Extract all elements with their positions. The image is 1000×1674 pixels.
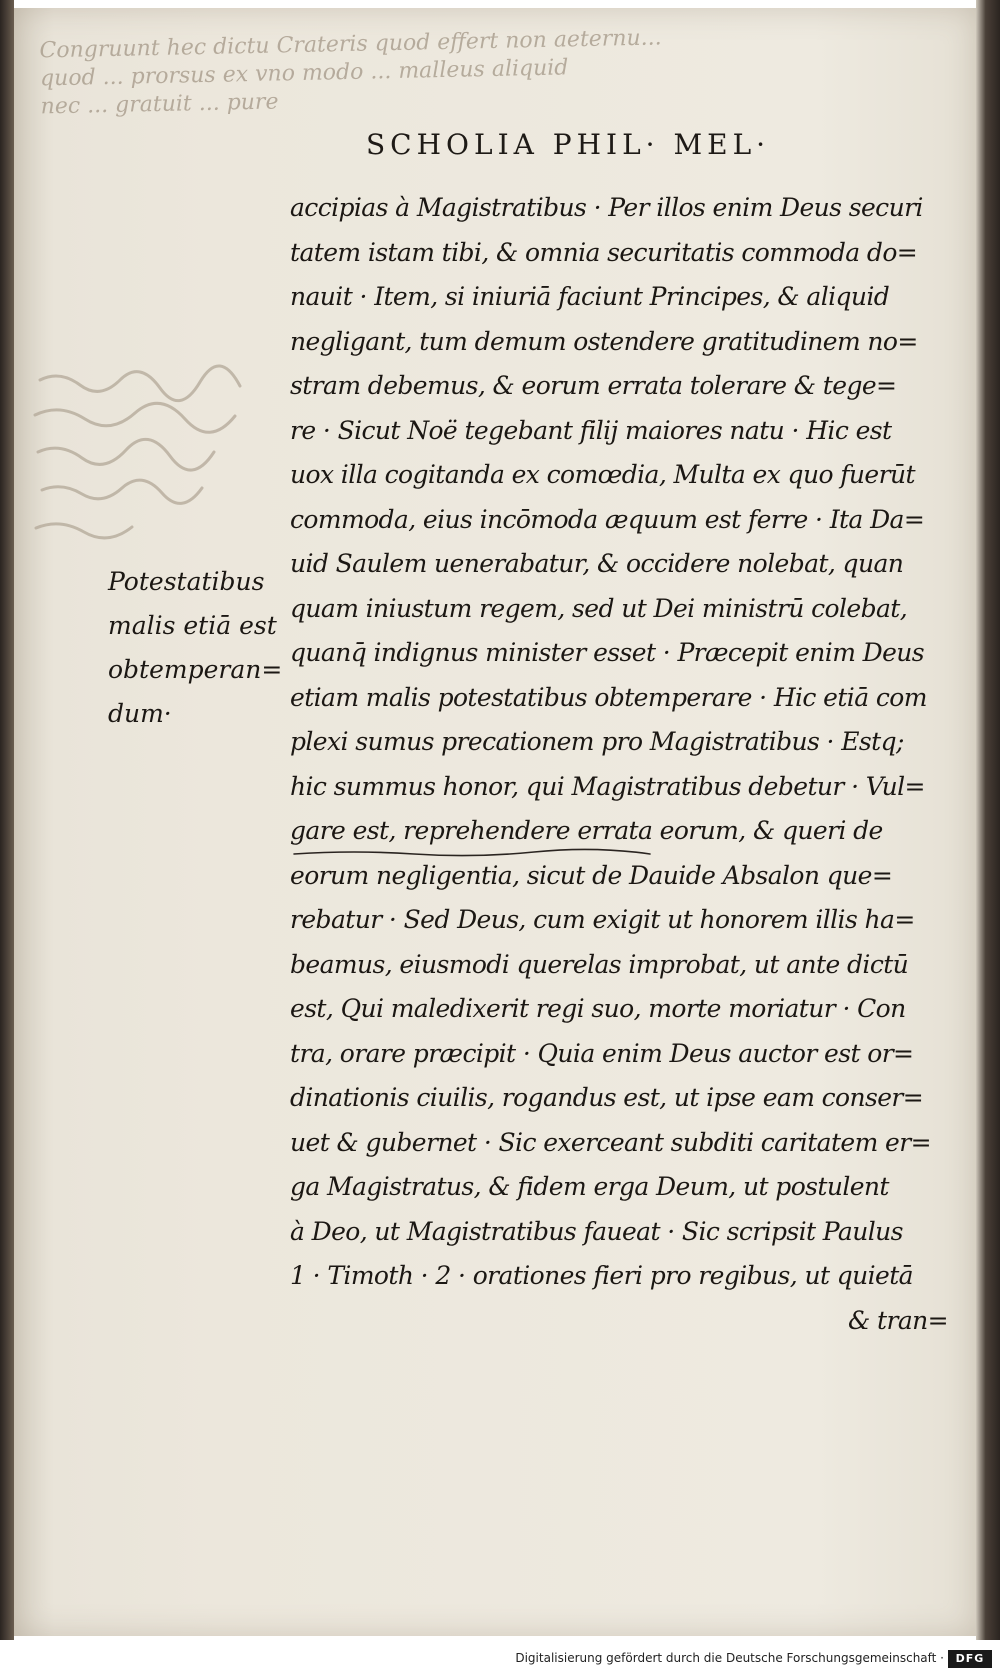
text-line: uid Saulem uenerabatur, & occidere nolebat, quan: [290, 549, 904, 578]
text-line: uox illa cogitanda ex comœdia, Multa ex quo fuerūt: [290, 460, 915, 489]
text-line: eorum negligentia, sicut de Dauide Absalon que=: [290, 860, 893, 890]
marginal-note-line: Potestatibus: [108, 567, 265, 596]
text-line: uet & gubernet · Sic exerceant subditi caritatem er=: [290, 1127, 931, 1157]
text-line: nauit · Item, si iniuriā faciunt Principes, & aliquid: [290, 282, 890, 311]
running-head: SCHOLIA PHIL· MEL·: [366, 128, 771, 161]
handwritten-line: Congruunt hec dictu Crateris quod effert non aeternu...: [39, 25, 662, 64]
text-line: re · Sicut Noë tegebant filij maiores natu · Hic est: [290, 415, 892, 445]
margin-scribble-icon: [30, 360, 270, 560]
text-line: dinationis ciuilis, rogandus est, ut ipse eam conser=: [290, 1083, 924, 1112]
ink-underline-icon: [292, 838, 652, 862]
text-line: negligant, tum demum ostendere gratitudinem no=: [290, 326, 918, 356]
text-line: ga Magistratus, & fidem erga Deum, ut postulent: [290, 1172, 889, 1201]
footer-credit: Digitalisierung gefördert durch die Deutsche Forschungsgemeinschaft ·: [515, 1651, 944, 1665]
book-binding-right: [976, 0, 1000, 1640]
main-text-block: [290, 186, 960, 1343]
footer-bar: [0, 1648, 1000, 1674]
catchword-line: & tran=: [848, 1305, 948, 1335]
text-line: accipias à Magistratibus · Per illos enim Deus securi: [290, 193, 923, 222]
text-line: stram debemus, & eorum errata tolerare & tege=: [290, 371, 897, 400]
marginal-note: [108, 560, 288, 736]
text-line: beamus, eiusmodi querelas improbat, ut ante dictū: [290, 949, 909, 979]
text-line: tatem istam tibi, & omnia securitatis commoda do=: [290, 237, 918, 267]
text-line: à Deo, ut Magistratibus faueat · Sic scripsit Paulus: [290, 1216, 903, 1246]
text-line: est, Qui maledixerit regi suo, morte moriatur · Con: [290, 994, 906, 1023]
text-line: quam iniustum regem, sed ut Dei ministrū colebat,: [290, 593, 908, 623]
book-binding-left: [0, 0, 14, 1640]
dfg-logo-icon[interactable]: DFG: [948, 1650, 992, 1668]
marginal-note-line: malis etiā est: [108, 611, 277, 640]
text-line: quanq̄ indignus minister esset · Præcepit enim Deus: [290, 638, 925, 667]
text-line: commoda, eius incōmoda æquum est ferre · Ita Da=: [290, 504, 925, 534]
text-line: rebatur · Sed Deus, cum exigit ut honorem illis ha=: [290, 905, 915, 934]
text-line: 1 · Timoth · 2 · orationes fieri pro regibus, ut quietā: [290, 1261, 913, 1290]
text-line: etiam malis potestatibus obtemperare · Hic etiā com: [290, 682, 927, 712]
text-line: gare est, reprehendere errata eorum, & queri de: [290, 816, 883, 845]
handwritten-line: nec ... gratuit ... pure: [40, 89, 279, 120]
text-line: tra, orare præcipit · Quia enim Deus auctor est or=: [290, 1038, 914, 1068]
marginal-note-line: dum·: [108, 699, 172, 728]
text-line: plexi sumus precationem pro Magistratibus · Estq;: [290, 727, 904, 756]
handwritten-line: quod ... prorsus ex vno modo ... malleus aliquid: [39, 55, 569, 92]
marginal-note-line: obtemperan=: [108, 655, 283, 684]
text-line: hic summus honor, qui Magistratibus debetur · Vul=: [290, 771, 925, 801]
